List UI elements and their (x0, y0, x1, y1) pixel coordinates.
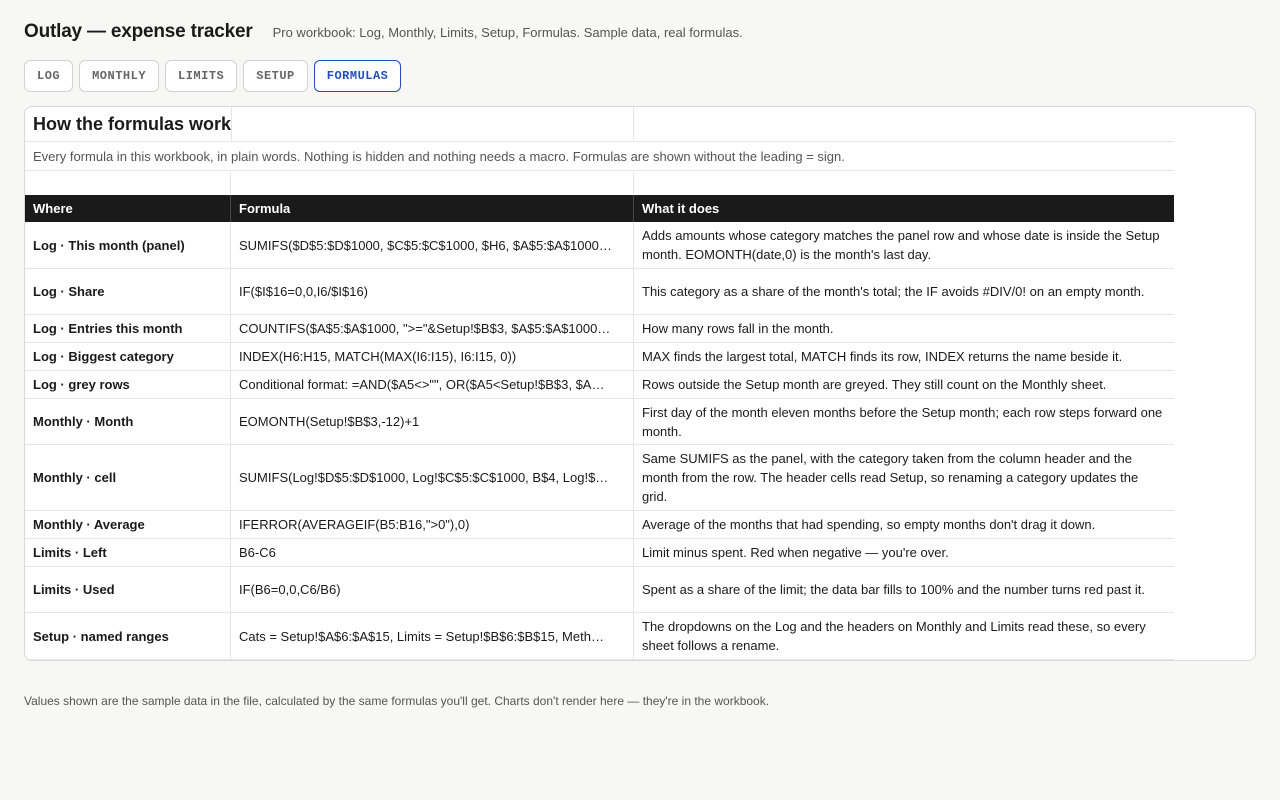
formula-cell[interactable] (231, 399, 634, 444)
description-cell[interactable]: Average of the months that had spending, so empty months don't drag it down. (642, 517, 1096, 532)
formula-text: IF(B6=0,0,C6/B6) (239, 582, 341, 597)
table-row (25, 315, 1174, 343)
where-cell[interactable]: Log · grey rows (25, 371, 231, 398)
where-cell[interactable]: Limits · Used (25, 567, 231, 612)
app-header (24, 21, 743, 43)
formula-text: SUMIFS(Log!$D$5:$D$1000, Log!$C$5:$C$1000, B$4, Log!$… (239, 470, 609, 485)
table-row (25, 269, 1174, 315)
column-header-formula[interactable]: Formula (231, 195, 634, 222)
grid-cell[interactable] (231, 171, 634, 195)
table-row (25, 343, 1174, 371)
formula-cell[interactable] (231, 371, 634, 398)
formula-cell[interactable] (231, 539, 634, 566)
where-cell[interactable]: Monthly · Average (25, 511, 231, 538)
app-title: Outlay — expense tracker (24, 21, 253, 42)
sheet-title[interactable]: How the formulas work (33, 113, 232, 134)
table-row (25, 222, 1174, 269)
where-cell[interactable]: Limits · Left (25, 539, 231, 566)
formula-text: IF($I$16=0,0,I6/$I$16) (239, 284, 369, 299)
formula-cell[interactable] (231, 222, 634, 268)
formula-cell[interactable] (231, 511, 634, 538)
tab-log[interactable]: LOG (24, 60, 73, 92)
description-cell[interactable]: Same SUMIFS as the panel, with the category taken from the column header and the month from the row. The header cells read Setup, so renaming a category updates the grid. (642, 451, 1139, 504)
tab-setup[interactable]: SETUP (243, 60, 308, 92)
description-cell[interactable]: How many rows fall in the month. (642, 321, 834, 336)
formula-text: IFERROR(AVERAGEIF(B5:B16,">0"),0) (239, 517, 470, 532)
formula-cell[interactable] (231, 343, 634, 370)
formula-text: B6-C6 (239, 545, 276, 560)
sheet-tabs (24, 60, 401, 92)
table-row (25, 511, 1174, 539)
description-cell[interactable]: Spent as a share of the limit; the data bar fills to 100% and the number turns red past it. (642, 582, 1145, 597)
footer-note: Values shown are the sample data in the file, calculated by the same formulas you'll get. Charts don't render here — they're in the workbook. (24, 694, 770, 708)
description-cell[interactable]: First day of the month eleven months before the Setup month; each row steps forward one month. (642, 404, 1163, 439)
blank-row (25, 171, 1174, 195)
app-subtitle: Pro workbook: Log, Monthly, Limits, Setup, Formulas. Sample data, real formulas. (272, 25, 743, 40)
table-row (25, 371, 1174, 399)
table-row (25, 567, 1174, 613)
formula-text: COUNTIFS($A$5:$A$1000, ">="&Setup!$B$3, $A$5:$A$1000… (239, 321, 611, 336)
formula-cell[interactable] (231, 269, 634, 314)
spreadsheet-panel (24, 106, 1256, 661)
where-cell[interactable]: Log · This month (panel) (25, 222, 231, 268)
table-row (25, 445, 1174, 511)
formula-cell[interactable] (231, 613, 634, 659)
formula-text: INDEX(H6:H15, MATCH(MAX(I6:I15), I6:I15, 0)) (239, 349, 517, 364)
description-cell[interactable]: Limit minus spent. Red when negative — you're over. (642, 545, 949, 560)
grid-cell[interactable] (634, 171, 1174, 195)
formula-text: Cats = Setup!$A$6:$A$15, Limits = Setup!$B$6:$B$15, Meth… (239, 628, 604, 644)
where-cell[interactable]: Log · Biggest category (25, 343, 231, 370)
description-cell[interactable]: The dropdowns on the Log and the headers on Monthly and Limits read these, so every sheet follows a rename. (642, 619, 1146, 653)
description-cell[interactable]: Adds amounts whose category matches the panel row and whose date is inside the Setup month. EOMONTH(date,0) is the month's last day. (642, 228, 1160, 262)
column-header-where[interactable]: Where (25, 195, 231, 222)
formula-text: Conditional format: =AND($A5<>"", OR($A5<Setup!$B$3, $A… (239, 377, 605, 392)
where-cell[interactable]: Monthly · cell (25, 445, 231, 510)
tab-monthly[interactable]: MONTHLY (79, 60, 159, 92)
table-body (25, 222, 1174, 660)
intro-row (25, 142, 1174, 171)
formula-cell[interactable] (231, 567, 634, 612)
grid-cell[interactable] (634, 107, 1174, 141)
where-cell[interactable]: Log · Share (25, 269, 231, 314)
formula-cell[interactable] (231, 445, 634, 510)
formula-text: SUMIFS($D$5:$D$1000, $C$5:$C$1000, $H6, $A$5:$A$1000… (239, 237, 612, 253)
table-row (25, 613, 1174, 660)
tab-limits[interactable]: LIMITS (165, 60, 237, 92)
formula-grid (25, 107, 1174, 660)
description-cell[interactable]: Rows outside the Setup month are greyed. They still count on the Monthly sheet. (642, 377, 1107, 392)
description-cell[interactable]: This category as a share of the month's total; the IF avoids #DIV/0! on an empty month. (642, 284, 1145, 299)
intro-text[interactable]: Every formula in this workbook, in plain words. Nothing is hidden and nothing needs a macro. Formulas are shown without the leading = sign. (33, 149, 845, 164)
table-row (25, 539, 1174, 567)
grid-cell[interactable] (231, 107, 634, 141)
description-cell[interactable]: MAX finds the largest total, MATCH finds its row, INDEX returns the name beside it. (642, 349, 1123, 364)
grid-cell[interactable] (25, 171, 231, 195)
where-cell[interactable]: Monthly · Month (25, 399, 231, 444)
sheet-title-row (25, 107, 1174, 142)
where-cell[interactable]: Log · Entries this month (25, 315, 231, 342)
where-cell[interactable]: Setup · named ranges (25, 613, 231, 659)
table-row (25, 399, 1174, 445)
formula-text: EOMONTH(Setup!$B$3,-12)+1 (239, 414, 420, 429)
formula-cell[interactable] (231, 315, 634, 342)
column-header-description[interactable]: What it does (642, 201, 720, 216)
table-header-row (25, 195, 1174, 222)
tab-formulas[interactable]: FORMULAS (314, 60, 402, 92)
